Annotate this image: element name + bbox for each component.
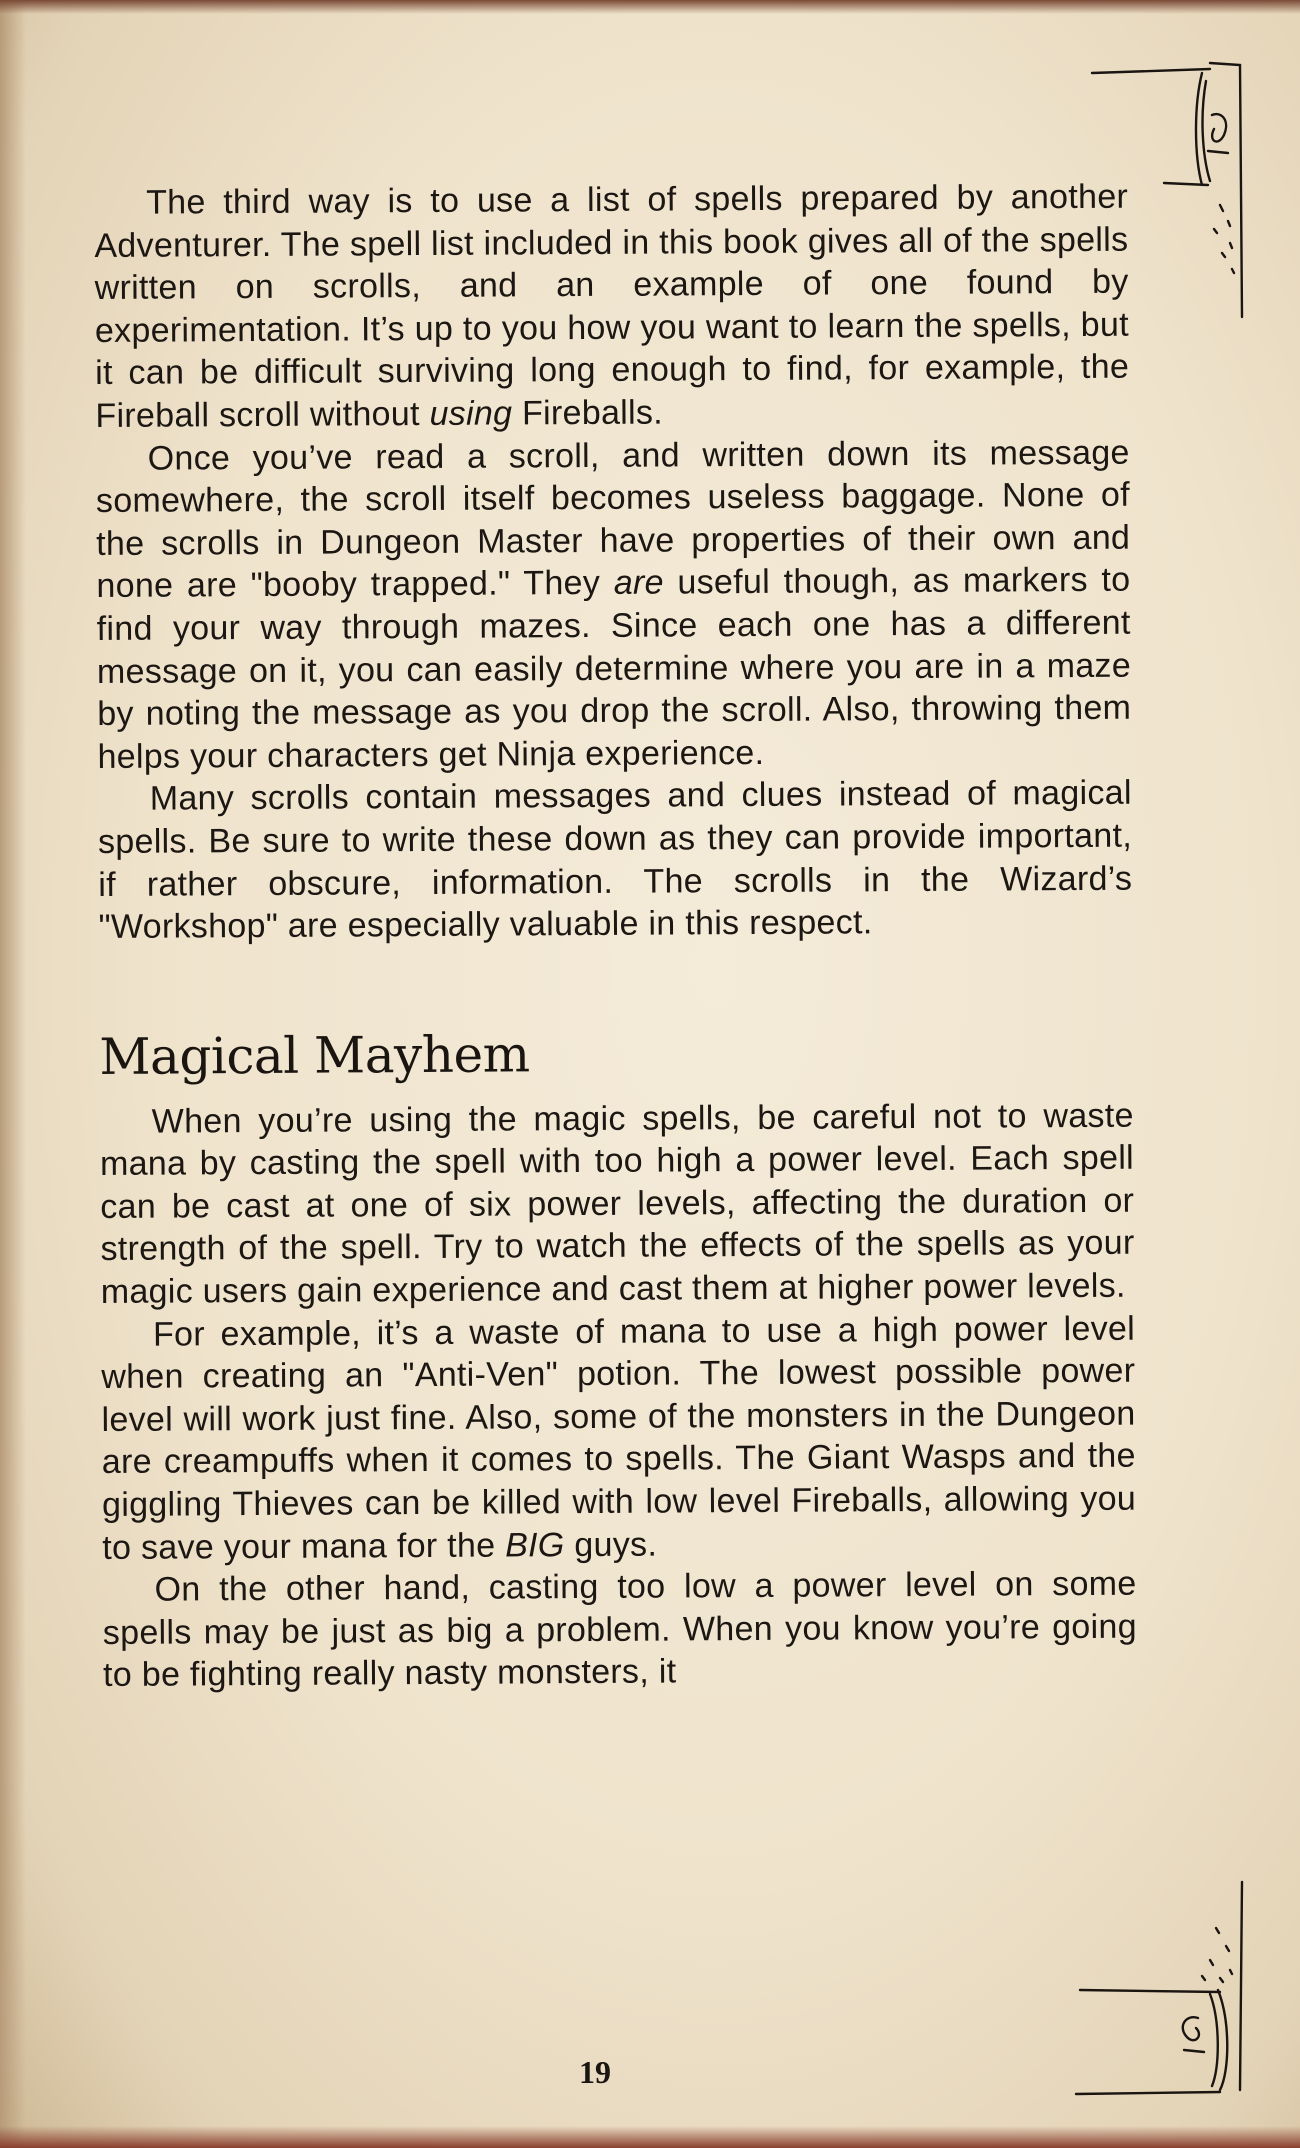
paragraph-1-text: The third way is to use a list of spells prepared by another Adventurer. The spell list included in this book gives all of the spells written on scrolls, and an example of one found by experimentation. It’s up to you how you want to learn the spells, but it can be difficult surviving long enough to find, for example, the Fireball scroll without (94, 177, 1130, 435)
paragraph-5-emphasis: BIG (505, 1525, 565, 1565)
paragraph-1-emphasis: using (429, 394, 513, 433)
paragraph-other-hand: On the other hand, casting too low a power level on some spells may be just as big a problem. When you know you’re going to be fighting really nasty monsters, it (102, 1564, 1137, 1695)
paragraph-messages-clues: Many scrolls contain messages and clues instead of magical spells. Be sure to write these down as they can provide important, if rather obscure, information. The scrolls in the Wizard’s "Workshop" are especially valuable in this respect. (97, 773, 1133, 947)
page-number: 19 (579, 2054, 611, 2090)
paragraph-third-way (94, 176, 1130, 438)
paragraph-5-end: guys. (564, 1525, 658, 1564)
paragraph-2-text: Once you’ve read a scroll, and written down its message somewhere, the scroll itself becomes useless baggage. None of the scrolls in Dungeon Master have properties of their own and none are "booby trapped." They (95, 433, 1131, 606)
paragraph-2-emphasis: are (613, 563, 664, 603)
section-heading: Magical Mayhem (99, 1025, 530, 1086)
page-bottom-edge (0, 2126, 1300, 2148)
page-gutter-shadow (0, 0, 26, 2148)
paragraph-example (101, 1307, 1137, 1569)
paragraph-5-text: For example, it’s a waste of mana to use a high power level when creating an "Anti-Ven" potion. The lowest possible power level will work just fine. Also, some of the monsters in the Dungeon are creampuffs when it comes to spells. The Giant Wasps and the giggling Thieves can be killed with low level Fireballs, allowing you to save your mana for the (101, 1309, 1137, 1567)
paragraph-mana-waste: When you’re using the magic spells, be careful not to waste mana by casting the spell with too high a power level. Each spell can be cast at one of six power levels, affecting the duration or strength of the spell. Try to watch the effects of the spells as your magic users gain experience and cast them at higher power levels. (99, 1096, 1135, 1312)
paragraph-scroll-read (96, 431, 1132, 778)
body-text (94, 176, 1137, 1697)
paragraph-1-end: Fireballs. (512, 393, 664, 433)
paragraph-2-end: useful though, as markers to find your way through mazes. Since each one has a different message on it, you can easily determine where you are in a maze by noting the message as you drop the scroll. Also, throwing them helps your characters get Ninja experience. (96, 561, 1132, 776)
page-top-edge (0, 0, 1300, 14)
